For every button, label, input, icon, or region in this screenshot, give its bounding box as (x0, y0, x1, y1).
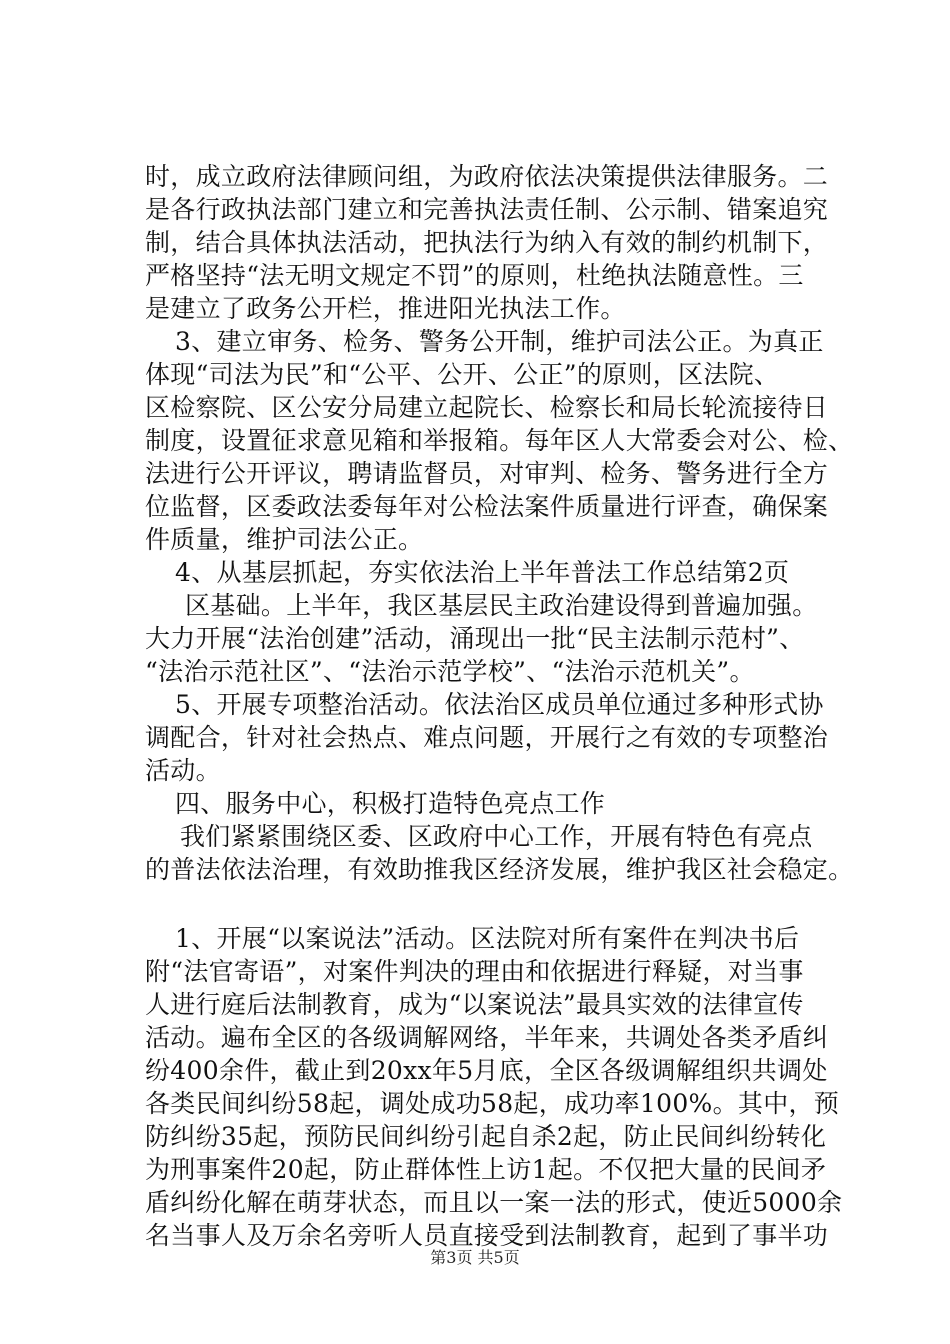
text-line: 3、建立审务、检务、警务公开制，维护司法公正。为真正 (175, 327, 824, 356)
text-line: 活动。 (145, 756, 221, 785)
text-line: 大力开展“法治创建”活动，涌现出一批“民主法制示范村”、 (145, 624, 805, 653)
text-line: 活动。遍布全区的各级调解网络，半年来，共调处各类矛盾纠 (145, 1023, 829, 1052)
section-heading: 四、服务中心，积极打造特色亮点工作 (175, 789, 606, 818)
text-line: 附“法官寄语”，对案件判决的理由和依据进行释疑，对当事 (145, 957, 804, 986)
text-line: 件质量，维护司法公正。 (145, 525, 424, 554)
text-line: 为刑事案件20起，防止群体性上访1起。不仅把大量的民间矛 (145, 1155, 827, 1184)
text-line: 严格坚持“法无明文规定不罚”的原则，杜绝执法随意性。三 (145, 261, 804, 290)
page-number-footer: 第3页 共5页 (430, 1248, 520, 1267)
text-line: 位监督，区委政法委每年对公检法案件质量进行评查，确保案 (145, 492, 829, 521)
text-line: 是建立了政务公开栏，推进阳光执法工作。 (145, 294, 626, 323)
text-line: 我们紧紧围绕区委、区政府中心工作，开展有特色有亮点 (180, 822, 813, 851)
text-line: 制，结合具体执法活动，把执法行为纳入有效的制约机制下， (145, 228, 829, 257)
text-line: 的普法依法治理，有效助推我区经济发展，维护我区社会稳定。 (145, 855, 854, 884)
text-line: 5、开展专项整治活动。依法治区成员单位通过多种形式协 (175, 690, 824, 719)
text-line: 法进行公开评议，聘请监督员，对审判、检务、警务进行全方 (145, 459, 829, 488)
text-line: 纷400余件，截止到20xx年5月底，全区各级调解组织共调处 (145, 1056, 828, 1085)
text-line: 名当事人及万余名旁听人员直接受到法制教育，起到了事半功 (145, 1221, 829, 1250)
text-line: 1、开展“以案说法”活动。区法院对所有案件在判决书后 (175, 924, 800, 953)
text-line: 区基础。上半年，我区基层民主政治建设得到普遍加强。 (185, 591, 818, 620)
text-line: 调配合，针对社会热点、难点问题，开展行之有效的专项整治 (145, 723, 829, 752)
text-line: 区检察院、区公安分局建立起院长、检察长和局长轮流接待日 (145, 393, 829, 422)
text-line: 各类民间纠纷58起，调处成功58起，成功率100%。其中，预 (145, 1089, 840, 1118)
text-line: 是各行政执法部门建立和完善执法责任制、公示制、错案追究 (145, 195, 829, 224)
text-line: 体现“司法为民”和“公平、公开、公正”的原则，区法院、 (145, 360, 780, 389)
text-line: 4、从基层抓起，夯实依法治上半年普法工作总结第2页 (175, 558, 790, 587)
text-line: 防纠纷35起，预防民间纠纷引起自杀2起，防止民间纠纷转化 (145, 1122, 827, 1151)
text-line: 人进行庭后法制教育，成为“以案说法”最具实效的法律宣传 (145, 990, 804, 1019)
text-line: 时，成立政府法律顾问组，为政府依法决策提供法律服务。二 (145, 162, 829, 191)
text-line: “法治示范社区”、“法治示范学校”、“法治示范机关”。 (145, 657, 755, 686)
text-line: 盾纠纷化解在萌芽状态，而且以一案一法的形式，使近5000余 (145, 1188, 843, 1217)
text-line: 制度，设置征求意见箱和举报箱。每年区人大常委会对公、检、 (145, 426, 854, 455)
